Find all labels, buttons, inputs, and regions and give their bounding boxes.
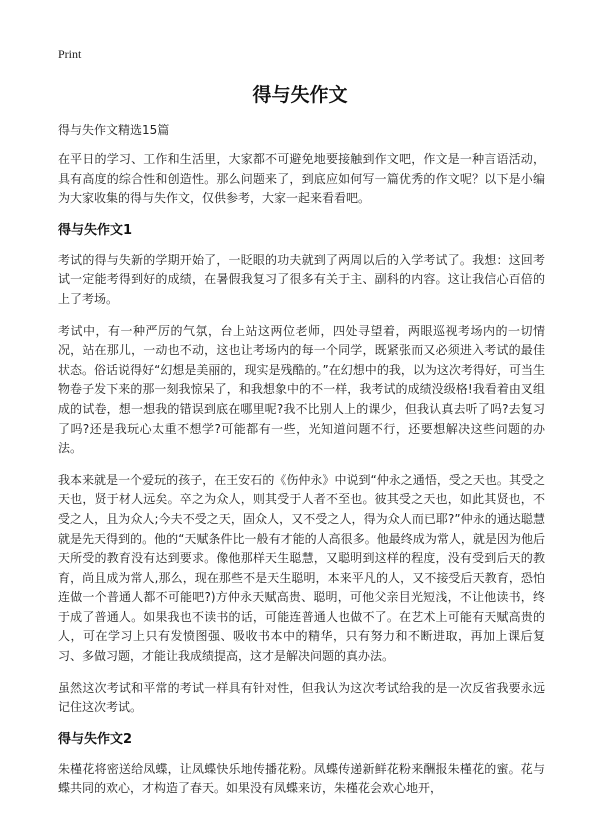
body-paragraph: 考试中，有一种严厉的气氛，台上站这两位老师，四处寻望着，两眼巡视考场内的一切情况，站在那儿，一动也不动，这也让考场内的每一个同学，既紧张而又必须进入考试的最佳状态。俗话说得好“幻想是美丽的，现实是残酷的。”在幻想中的我，以为这次考得好，可当生物卷子发下来的那一刻我惊呆了，和我想象中的不一样，我考试的成绩没级格!我看着由叉组成的试卷，想一想我的错误到底在哪里呢?我不比别人上的课少，但我认真去听了吗?去复习了吗?还是我玩心太重不想学?可能都有一些，光知道问题不行，还要想解决这些问题的办法。 (58, 323, 545, 456)
print-label: Print (58, 47, 82, 61)
body-paragraph: 虽然这次考试和平常的考试一样具有针对性，但我认为这次考试给我的是一次反省我要永远记住这次考试。 (58, 680, 545, 715)
intro-paragraph: 在平日的学习、工作和生活里，大家都不可避免地要接触到作文吧，作文是一种言语活动，具有高度的综合性和创造性。那么问题来了，到底应如何写一篇优秀的作文呢？以下是小编为大家收集的得与失作文，仅供参考，大家一起来看看吧。 (58, 152, 545, 206)
body-paragraph: 考试的得与失新的学期开始了，一眨眼的功夫就到了两周以后的入学考试了。我想：这回考试一定能考得到好的成绩，在暑假我复习了很多有关于主、副科的内容。这让我信心百倍的上了考场。 (58, 252, 545, 306)
body-paragraph: 我本来就是一个爱玩的孩子，在王安石的《伤仲永》中说到“仲永之通悟，受之天也。其受之天也，贤于材人远矣。卒之为众人，则其受于人者不至也。彼其受之天也，如此其贤也，不受之人，且为众人;今夫不受之天，固众人，又不受之人，得为众人而已耶?”仲永的通达聪慧就是先天得到的。他的“天赋条件比一般有才能的人高很多。他最终成为常人，就是因为他后天所受的教育没有达到要求。像他那样天生聪慧，又聪明到这样的程度，没有受到后天的教育，尚且成为常人,那么，现在那些不是天生聪明，本来平凡的人，又不接受后天教育，恐怕连做一个普通人都不可能吧?)方仲永天赋高贵、聪明，可他父亲目光短浅，不让他读书，终于成了普通人。如果我也不读书的话，可能连普通人也做不了。在艺术上可能有天赋高贵的人，可在学习上只有发愤图强、吸收书本中的精华，只有努力和不断进取，再加上课后复习、多做习题，才能让我成绩提高，这才是解决问题的真办法。 (58, 472, 545, 664)
section-heading: 得与失作文1 (58, 222, 133, 238)
document-body (58, 150, 545, 811)
document-subtitle: 得与失作文精选15篇 (58, 123, 170, 137)
section-heading: 得与失作文2 (58, 731, 133, 747)
body-paragraph: 朱槿花将密送给凤蝶，让凤蝶快乐地传播花粉。凤蝶传递新鲜花粉来酬报朱槿花的蜜。花与蝶共同的欢心，才构造了春天。如果没有凤蝶来访，朱槿花会欢心地开， (58, 761, 545, 796)
page-title: 得与失作文 (252, 84, 348, 106)
